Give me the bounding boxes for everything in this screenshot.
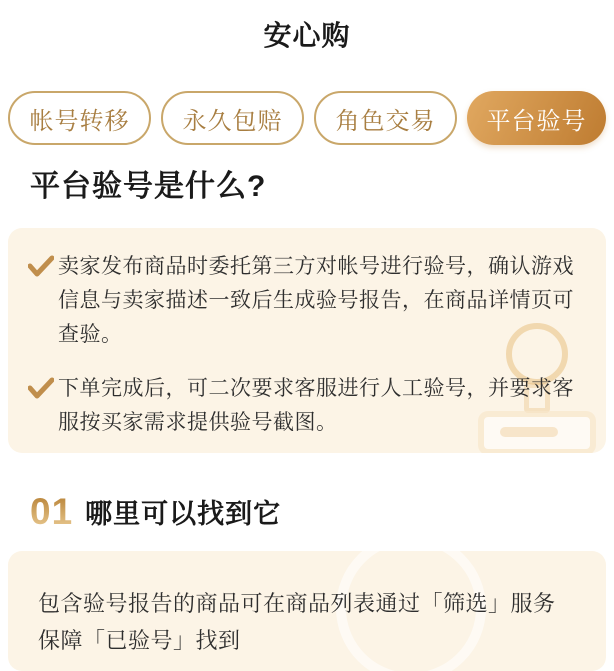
- list-item: [28, 372, 578, 440]
- find-it-body: 包含验号报告的商品可在商品列表通过「筛选」服务保障「已验号」找到: [38, 591, 556, 653]
- tab-character-trade[interactable]: [314, 91, 457, 145]
- section-number: 01: [30, 491, 74, 532]
- tab-permanent-compensation[interactable]: [161, 91, 304, 145]
- list-item: [28, 250, 578, 352]
- tab-label: 永久包赔: [182, 107, 283, 135]
- section-title: 哪里可以找到它: [85, 499, 282, 529]
- bullet-text: 卖家发布商品时委托第三方对帐号进行验号，确认游戏信息与卖家描述一致后生成验号报告，在商品详情页可查验。: [58, 255, 574, 346]
- check-icon: [28, 377, 58, 404]
- page-title: 安心购: [263, 20, 351, 51]
- tab-label: 角色交易: [335, 107, 436, 135]
- tab-account-transfer[interactable]: [8, 91, 151, 145]
- bullet-text: 下单完成后，可二次要求客服进行人工验号，并要求客服按买家需求提供验号截图。: [58, 377, 574, 434]
- service-tabs: [8, 91, 606, 145]
- check-icon: [28, 255, 58, 282]
- tab-platform-verification[interactable]: [467, 91, 606, 145]
- what-is-heading: 平台验号是什么?: [30, 170, 267, 203]
- find-it-heading: [30, 492, 281, 531]
- tab-label: 平台验号: [486, 107, 587, 135]
- find-it-card: [8, 551, 606, 671]
- verification-info-card: [8, 228, 606, 453]
- tab-label: 帐号转移: [29, 107, 130, 135]
